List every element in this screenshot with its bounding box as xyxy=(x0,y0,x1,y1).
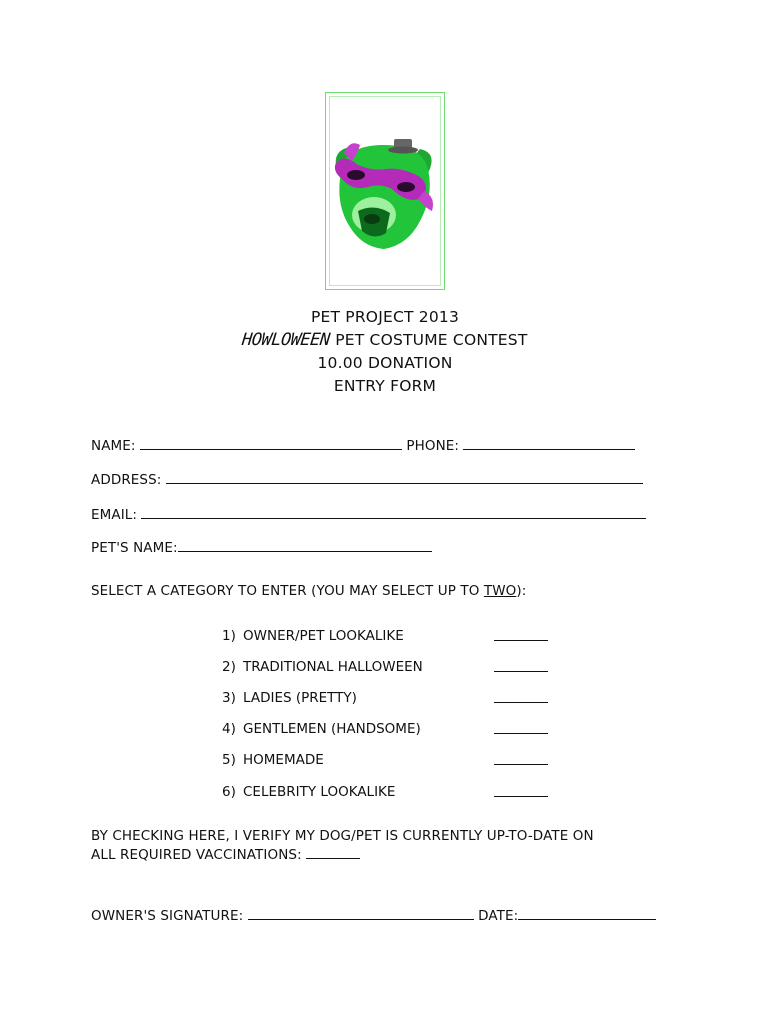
category-prompt-emphasis: TWO xyxy=(483,583,517,599)
dog-nose xyxy=(364,214,380,224)
title-block xyxy=(0,306,770,398)
date-label: DATE: xyxy=(478,908,519,924)
email-field[interactable] xyxy=(141,507,646,519)
name-field[interactable] xyxy=(140,438,402,450)
verify-line-1: BY CHECKING HERE, I VERIFY MY DOG/PET IS CURRENTLY UP-TO-DATE ON xyxy=(91,828,594,844)
category-number: 4) xyxy=(222,721,236,737)
category-label: GENTLEMEN (HANDSOME) xyxy=(243,721,421,737)
category-checkbox-blank[interactable] xyxy=(494,628,548,641)
title-line-entry-form: ENTRY FORM xyxy=(333,377,437,395)
date-field[interactable] xyxy=(518,908,656,920)
verify-line-2 xyxy=(91,847,360,863)
verify-vaccinations-label: ALL REQUIRED VACCINATIONS: xyxy=(91,847,302,863)
category-prompt xyxy=(91,583,526,599)
category-label: TRADITIONAL HALLOWEEN xyxy=(243,659,423,675)
pets-name-label: PET'S NAME: xyxy=(91,540,178,556)
pets-name-field[interactable] xyxy=(178,540,432,552)
pets-name-row xyxy=(91,540,432,556)
address-field[interactable] xyxy=(166,472,643,484)
address-label: ADDRESS: xyxy=(91,472,162,488)
category-checkbox-blank[interactable] xyxy=(494,784,548,797)
category-prompt-pre: SELECT A CATEGORY TO ENTER (YOU MAY SELECT UP TO xyxy=(91,583,484,599)
owner-signature-label: OWNER'S SIGNATURE: xyxy=(91,908,244,924)
title-line-project: PET PROJECT 2013 xyxy=(310,308,460,326)
category-label: CELEBRITY LOOKALIKE xyxy=(243,784,396,800)
howloween-word: HOWLOWEEN xyxy=(241,330,332,350)
name-phone-row xyxy=(91,438,635,454)
category-number: 2) xyxy=(222,659,236,675)
category-checkbox-blank[interactable] xyxy=(494,721,548,734)
category-checkbox-blank[interactable] xyxy=(494,690,548,703)
name-label: NAME: xyxy=(91,438,136,454)
category-prompt-post: ): xyxy=(516,583,527,599)
picture-frame xyxy=(325,92,445,290)
email-row xyxy=(91,507,646,523)
phone-field[interactable] xyxy=(463,438,635,450)
phone-label: PHONE: xyxy=(406,438,460,454)
category-checkbox-blank[interactable] xyxy=(494,659,548,672)
contest-name: PET COSTUME CONTEST xyxy=(330,331,528,349)
top-hat-brim xyxy=(388,147,418,154)
address-row xyxy=(91,472,643,488)
owner-signature-field[interactable] xyxy=(248,908,474,920)
vaccination-check-blank[interactable] xyxy=(306,847,360,859)
category-number: 5) xyxy=(222,752,236,768)
category-label: LADIES (PRETTY) xyxy=(243,690,357,706)
mask-left-eyehole xyxy=(347,170,365,180)
email-label: EMAIL: xyxy=(91,507,138,523)
category-number: 1) xyxy=(222,628,236,644)
title-line-contest xyxy=(0,329,770,352)
signature-row xyxy=(91,908,656,924)
category-checkbox-blank[interactable] xyxy=(494,752,548,765)
category-label: OWNER/PET LOOKALIKE xyxy=(243,628,404,644)
category-number: 3) xyxy=(222,690,236,706)
category-label: HOMEMADE xyxy=(243,752,324,768)
category-number: 6) xyxy=(222,784,236,800)
masked-dog-illustration xyxy=(328,133,440,251)
mask-right-eyehole xyxy=(397,182,415,192)
title-line-donation: 10.00 DONATION xyxy=(317,354,453,372)
